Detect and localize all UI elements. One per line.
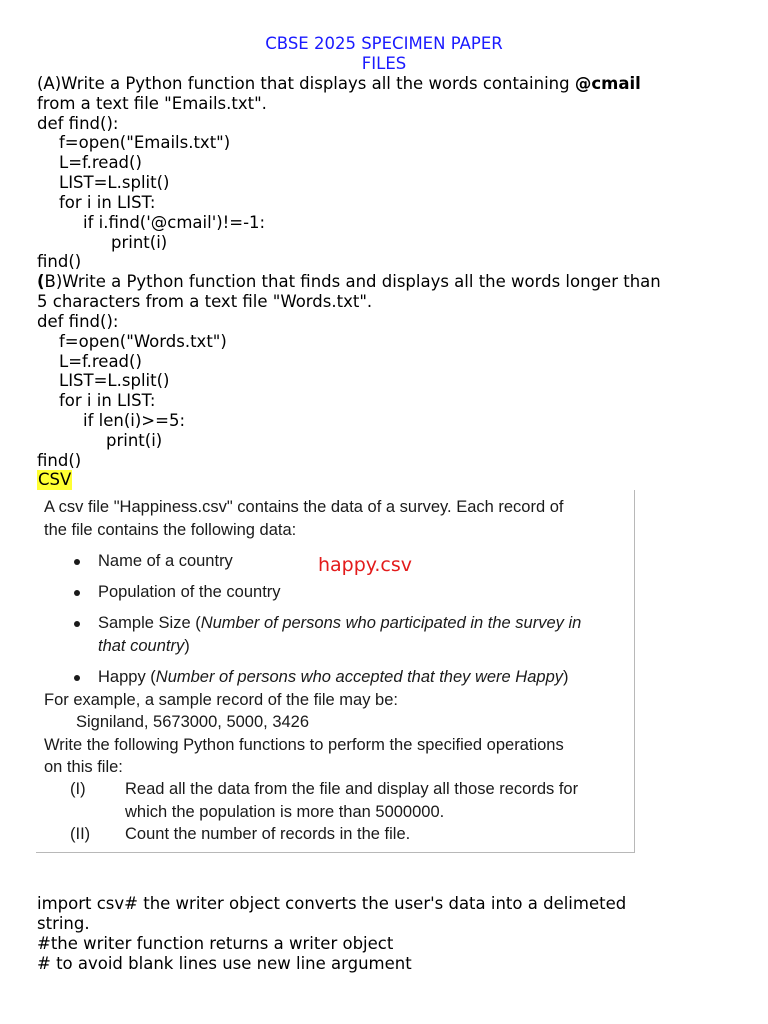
part-a-code-line: if i.find('@cmail')!=-1:	[83, 213, 266, 232]
question-intro-line-2: the file contains the following data:	[44, 521, 297, 539]
csv-section-label: CSV	[38, 470, 72, 489]
bullet-population: Population of the country	[98, 583, 281, 601]
part-a-code-line: L=f.read()	[59, 153, 142, 172]
footer-line: # to avoid blank lines use new line argument	[37, 954, 412, 973]
item-i-text-1: Read all the data from the file and display all those records for	[125, 780, 579, 798]
part-b-code-line: L=f.read()	[59, 352, 142, 371]
example-record: Signiland, 5673000, 5000, 3426	[76, 713, 310, 731]
item-i-text-2: which the population is more than 5000000.	[125, 803, 445, 821]
bullet-country-name: Name of a country	[98, 552, 233, 570]
item-ii-text: Count the number of records in the file.	[125, 825, 411, 843]
item-i-number: (I)	[70, 780, 86, 798]
bullet-dot	[74, 675, 80, 681]
cmail-bold-text: @cmail	[574, 74, 641, 93]
part-a-code-line: find()	[37, 252, 82, 271]
item-ii-number: (II)	[70, 825, 91, 843]
part-b-question-line-2: 5 characters from a text file "Words.txt".	[37, 292, 373, 311]
task-line-2: on this file:	[44, 758, 123, 776]
question-intro-line-1: A csv file "Happiness.csv" contains the data of a survey. Each record of	[44, 498, 564, 516]
bullet-dot	[74, 590, 80, 596]
page-subtitle: FILES	[361, 54, 407, 73]
example-intro: For example, a sample record of the file may be:	[44, 691, 398, 709]
bullet-sample-size: Sample Size (Number of persons who participated in the survey in	[98, 614, 582, 632]
part-a-code-line: print(i)	[111, 233, 168, 252]
part-b-question-line-1: (B)Write a Python function that finds and displays all the words longer than	[37, 272, 661, 291]
footer-line: import csv# the writer object converts the user's data into a delimeted	[37, 894, 627, 913]
part-b-code-line: print(i)	[106, 431, 163, 450]
part-b-code-line: f=open("Words.txt")	[59, 332, 227, 351]
page-title: CBSE 2025 SPECIMEN PAPER	[265, 34, 503, 53]
part-a-code-line: def find():	[37, 114, 119, 133]
part-b-code-line: if len(i)>=5:	[83, 411, 185, 430]
part-b-code-line: for i in LIST:	[59, 391, 156, 410]
footer-line: #the writer function returns a writer object	[37, 934, 394, 953]
part-b-code-line: def find():	[37, 312, 119, 331]
bullet-dot	[74, 559, 80, 565]
bullet-sample-size-cont: that country)	[98, 637, 190, 655]
task-line-1: Write the following Python functions to perform the specified operations	[44, 736, 564, 754]
bullet-dot	[74, 621, 80, 627]
part-a-question-line-2: from a text file "Emails.txt".	[37, 94, 267, 113]
csv-question-box	[36, 490, 635, 853]
part-b-code-line: find()	[37, 451, 82, 470]
part-a-code-line: for i in LIST:	[59, 193, 156, 212]
bullet-happy: Happy (Number of persons who accepted that they were Happy)	[98, 668, 569, 686]
part-a-code-line: LIST=L.split()	[59, 173, 170, 192]
part-a-code-line: f=open("Emails.txt")	[59, 133, 231, 152]
part-a-question-line-1: (A)Write a Python function that displays all the words containing @cmail	[37, 74, 641, 93]
happy-csv-annotation: happy.csv	[318, 554, 412, 576]
part-b-code-line: LIST=L.split()	[59, 371, 170, 390]
footer-line: string.	[37, 914, 90, 933]
